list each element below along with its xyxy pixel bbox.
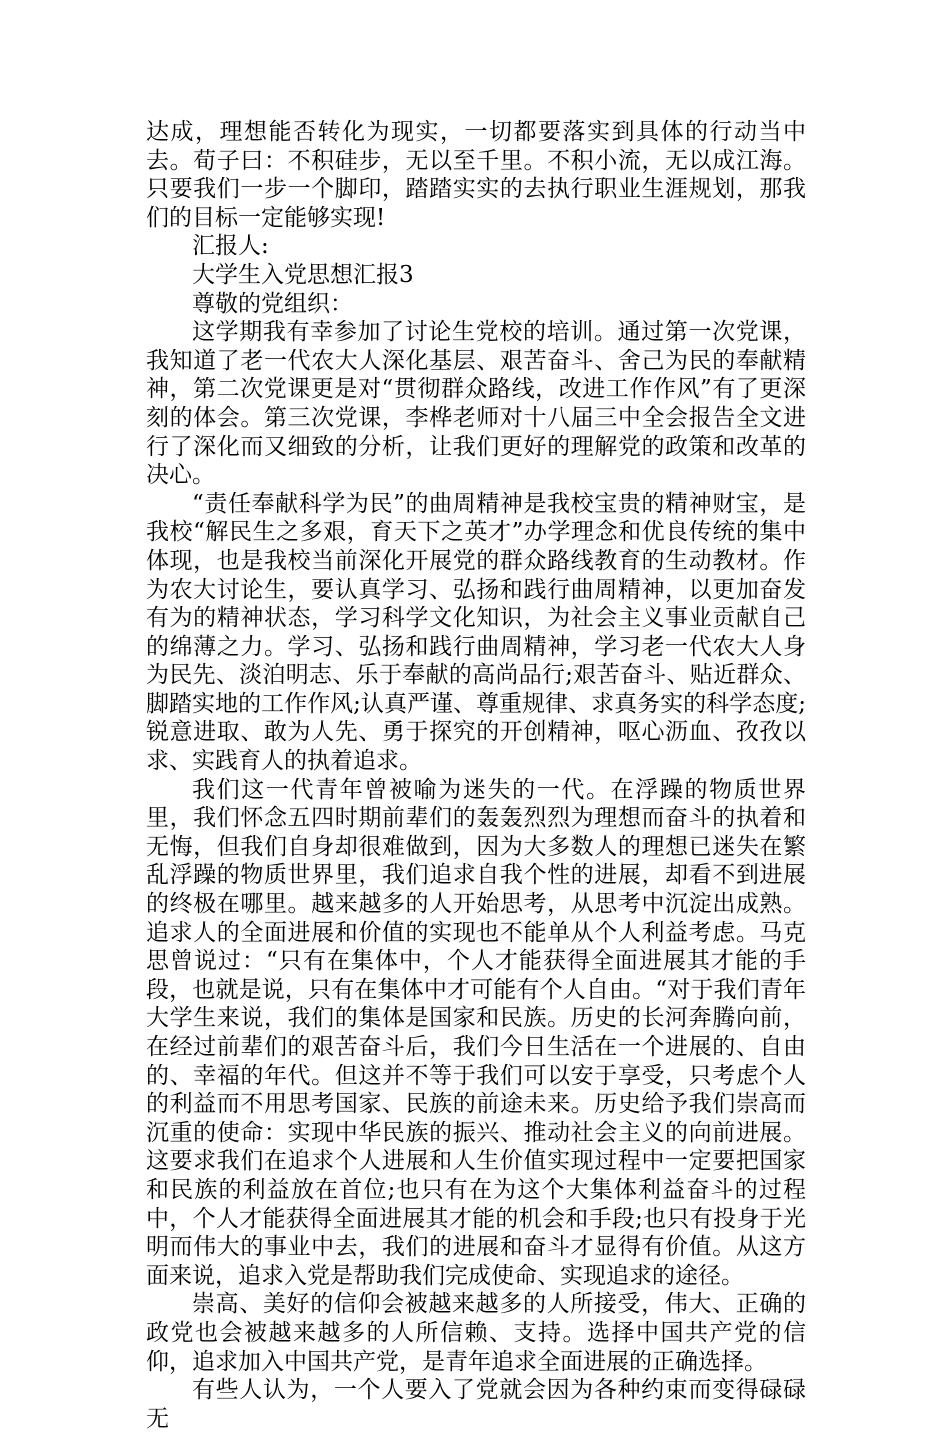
paragraph-continuation: 达成，理想能否转化为现实，一切都要落实到具体的行动当中去。荀子曰：不积硅步，无以至千里。不积小流，无以成江海。只要我们一步一个脚印，踏踏实实的去执行职业生涯规划，那我们的目标一定能够实现! <box>146 119 806 231</box>
paragraph-belief: 崇高、美好的信仰会被越来越多的人所接受，伟大、正确的政党也会被越来越多的人所信赖、支持。选择中国共产党的信仰，追求加入中国共产党，是青年追求全面进展的正确选择。 <box>146 1291 806 1375</box>
document-page <box>146 118 806 1433</box>
paragraph-party-class: 这学期我有幸参加了讨论生党校的培训。通过第一次党课，我知道了老一代农大人深化基层、艰苦奋斗、舍己为民的奉献精神，第二次党课更是对“贯彻群众路线，改进工作作风”有了更深刻的体会。第三次党课，李桦老师对十八届三中全会报告全文进行了深化而又细致的分析，让我们更好的理解党的政策和改革的决心。 <box>146 319 806 489</box>
salutation: 尊敬的党组织： <box>192 290 353 317</box>
paragraph-generation: 我们这一代青年曾被喻为迷失的一代。在浮躁的物质世界里，我们怀念五四时期前辈们的轰轰烈烈为理想而奋斗的执着和无悔，但我们自身却很难做到，因为大多数人的理想已迷失在繁乱浮躁的物质世界里，我们追求自我个性的进展，却看不到进展的终极在哪里。越来越多的人开始思考，从思考中沉淀出成熟。追求人的全面进展和价值的实现也不能单从个人利益考虑。马克思曾说过：“只有在集体中，个人才能获得全面进展其才能的手段，也就是说，只有在集体中才可能有个人自由。“对于我们青年大学生来说，我们的集体是国家和民族。历史的长河奔腾向前，在经过前辈们的艰苦奋斗后，我们今日生活在一个进展的、自由的、幸福的年代。但这并不等于我们可以安于享受，只考虑个人的利益而不用思考国家、民族的前途未来。历史给予我们崇高而沉重的使命：实现中华民族的振兴、推动社会主义的向前进展。这要求我们在追求个人进展和人生价值实现过程中一定要把国家和民族的利益放在首位;也只有在为这个大集体利益奋斗的过程中，个人才能获得全面进展其才能的机会和手段;也只有投身于光明而伟大的事业中去，我们的进展和奋斗才显得有价值。从这方面来说，追求入党是帮助我们完成使命、实现追求的途径。 <box>146 776 806 1289</box>
report-title: 大学生入党思想汇报3 <box>192 261 414 288</box>
paragraph-quzhou-spirit: “责任奉献科学为民”的曲周精神是我校宝贵的精神财宝，是我校“解民生之多艰，育天下之英才”办学理念和优良传统的集中体现，也是我校当前深化开展党的群众路线教育的生动教材。作为农大讨论生，要认真学习、弘扬和践行曲周精神，以更加奋发有为的精神状态，学习科学文化知识，为社会主义事业贡献自己的绵薄之力。学习、弘扬和践行曲周精神，学习老一代农大人身为民先、淡泊明志、乐于奉献的高尚品行;艰苦奋斗、贴近群众、脚踏实地的工作作风;认真严谨、尊重规律、求真务实的科学态度;锐意进取、敢为人先、勇于探究的开创精神，呕心沥血、孜孜以求、实践育人的执着追求。 <box>146 490 806 775</box>
paragraph-opinion: 有些人认为，一个人要入了党就会因为各种约束而变得碌碌无 <box>146 1377 806 1432</box>
reporter-label: 汇报人: <box>192 233 269 260</box>
